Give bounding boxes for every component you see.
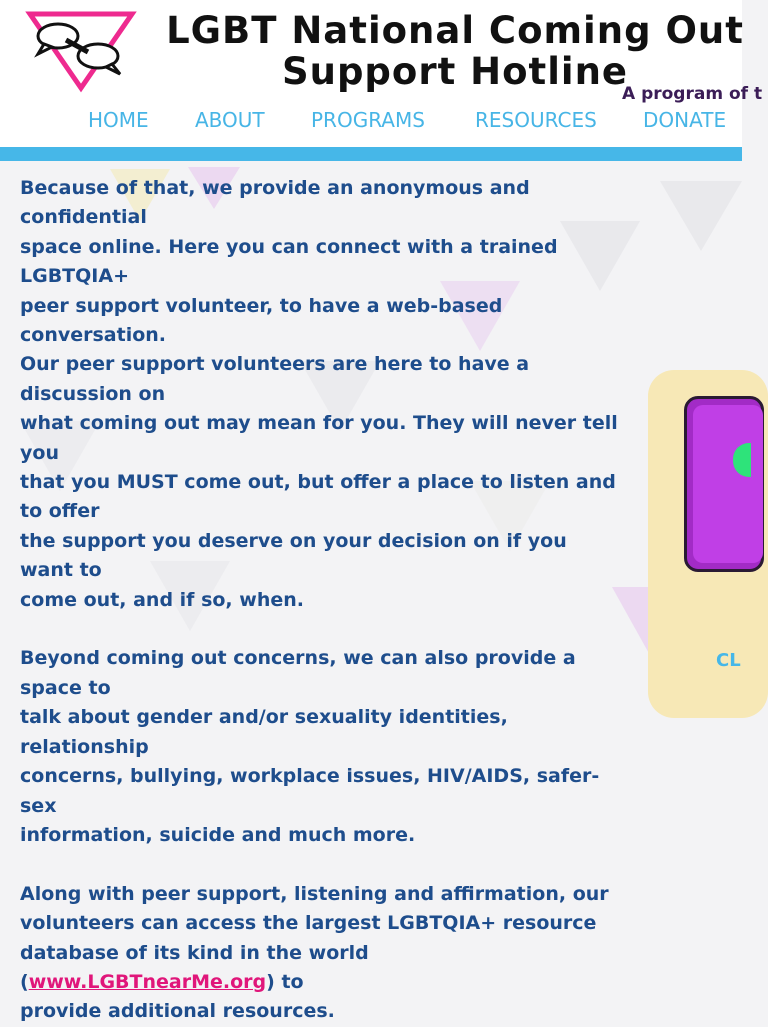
phone-screen xyxy=(693,405,763,563)
phone-chat-icon[interactable] xyxy=(684,396,764,572)
paragraph-spacer xyxy=(20,615,620,644)
text-line: that you MUST come out, but offer a place to listen and to offer xyxy=(20,471,616,523)
text-line: what coming out may mean for you. They will never tell you xyxy=(20,412,618,464)
paragraph-concerns xyxy=(20,644,620,850)
text-line: Because of that, we provide an anonymous and confidential xyxy=(20,177,530,229)
text-line: talk about gender and/or sexuality identities, relationship xyxy=(20,706,508,758)
main-nav xyxy=(0,104,742,138)
nav-about[interactable]: ABOUT xyxy=(195,108,265,132)
site-title-line-2: Support Hotline xyxy=(281,50,629,93)
chat-card-label[interactable]: CL xyxy=(716,650,741,671)
text-line: provide additional resources. xyxy=(20,1000,335,1023)
lgbtnearme-link[interactable]: www.LGBTnearMe.org xyxy=(28,970,267,993)
nav-donate[interactable]: DONATE xyxy=(643,108,727,132)
text-line: concerns, bullying, workplace issues, HIV/AIDS, safer-sex xyxy=(20,765,600,817)
text-line: information, suicide and much more. xyxy=(20,823,416,846)
header-divider-bar xyxy=(0,147,742,161)
hotline-logo-icon[interactable] xyxy=(26,10,136,90)
paragraph-spacer xyxy=(20,850,620,879)
text-line: peer support volunteer, to have a web-based conversation. xyxy=(20,294,503,347)
text-line: Along with peer support, listening and affirmation, our xyxy=(20,882,609,905)
text-line: the support you deserve on your decision on if you want to xyxy=(20,529,567,582)
text-line: Beyond coming out concerns, we can also provide a space to xyxy=(20,647,576,699)
paragraph-resources xyxy=(20,880,620,1027)
nav-resources[interactable]: RESOURCES xyxy=(475,108,597,132)
text-line: Our peer support volunteers are here to have a discussion on xyxy=(20,353,530,405)
nav-programs[interactable]: PROGRAMS xyxy=(311,108,425,132)
site-title xyxy=(145,10,765,92)
paragraph-intro xyxy=(20,174,620,615)
site-title-line-1: LGBT National Coming Out xyxy=(166,9,744,52)
text-line: come out, and if so, when. xyxy=(20,588,304,611)
text-line: database of its kind in the world ( xyxy=(20,941,369,993)
nav-home[interactable]: HOME xyxy=(88,108,149,132)
site-header xyxy=(0,0,763,147)
text-line: space online. Here you can connect with a trained LGBTQIA+ xyxy=(20,235,558,288)
main-content xyxy=(20,174,620,1027)
text-line: ) to xyxy=(266,970,304,993)
program-tagline: A program of t xyxy=(622,84,763,104)
text-line: volunteers can access the largest LGBTQIA+ resource xyxy=(20,912,597,935)
